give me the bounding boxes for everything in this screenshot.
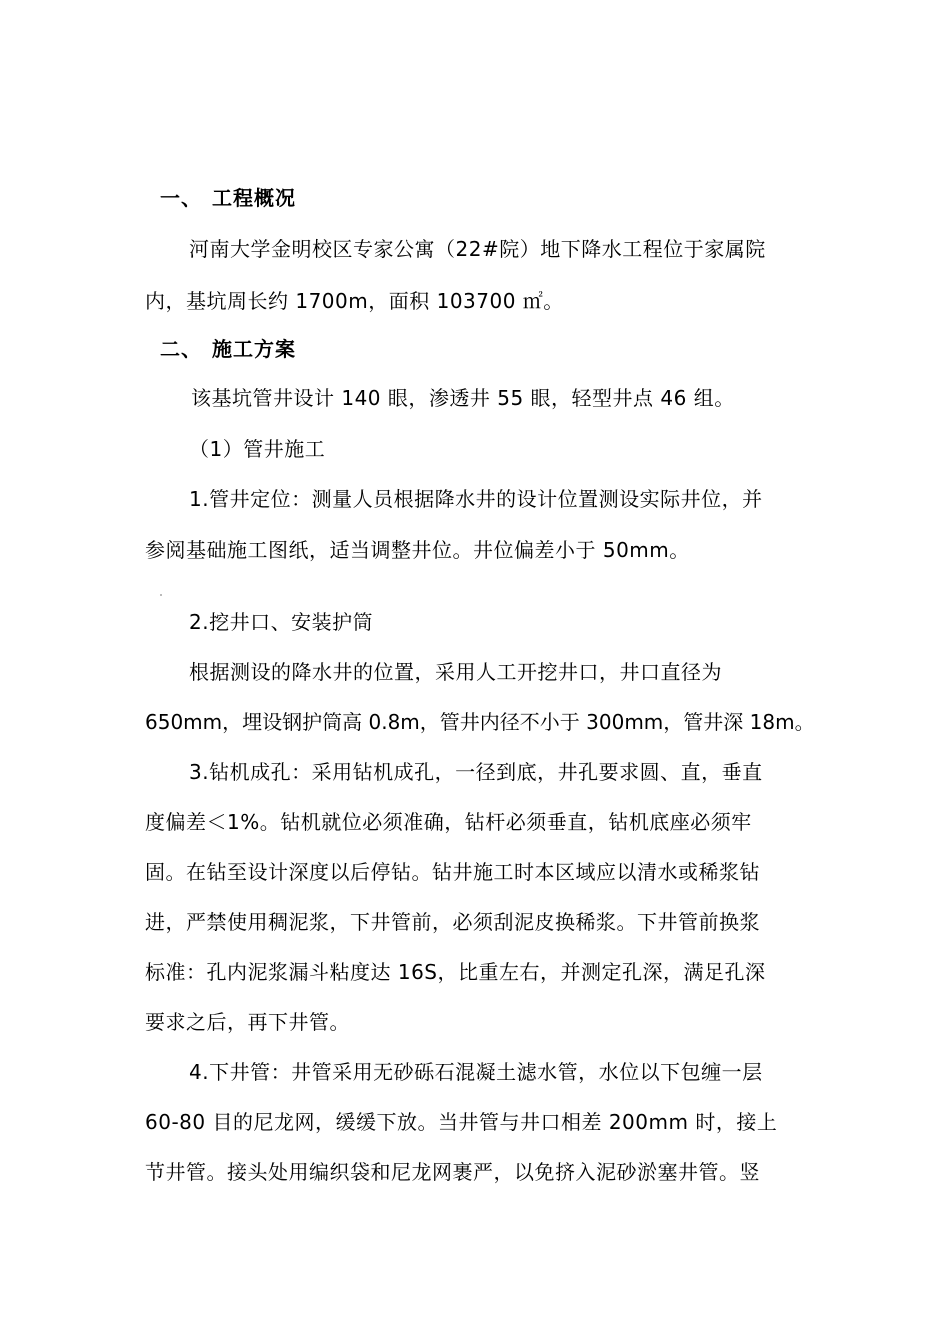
paragraph-line: 参阅基础施工图纸，适当调整井位。井位偏差小于 50mm。: [145, 538, 690, 562]
paragraph-line: 60-80 目的尼龙网，缓缓下放。当井管与井口相差 200mm 时，接上: [145, 1110, 778, 1134]
section-number: 二、: [160, 337, 202, 361]
paragraph-line: 3.钻机成孔：采用钻机成孔，一径到底，井孔要求圆、直，垂直: [189, 760, 763, 784]
paragraph-line: 650mm，埋设钢护筒高 0.8m，管井内径不小于 300mm，管井深 18m。: [145, 710, 815, 734]
paragraph-line: 河南大学金明校区专家公寓（22#院）地下降水工程位于家属院: [189, 237, 766, 261]
paragraph-line: 进，严禁使用稠泥浆，下井管前，必须刮泥皮换稀浆。下井管前换浆: [145, 910, 760, 934]
paragraph-line: 固。在钻至设计深度以后停钻。钻井施工时本区域应以清水或稀浆钻: [145, 860, 760, 884]
paragraph-line: 内，基坑周长约 1700m，面积 103700 ㎡。: [145, 289, 564, 313]
paragraph-line: 1.管井定位：测量人员根据降水井的设计位置测设实际井位，并: [189, 487, 763, 511]
section-title: 工程概况: [212, 186, 296, 210]
section-title: 施工方案: [212, 337, 296, 361]
stray-mark: [160, 594, 162, 596]
paragraph-line: 2.挖井口、安装护筒: [189, 610, 374, 634]
paragraph-line: 度偏差＜1%。钻机就位必须准确，钻杆必须垂直，钻机底座必须牢: [145, 810, 752, 834]
paragraph-line: 该基坑管井设计 140 眼，渗透井 55 眼，轻型井点 46 组。: [191, 386, 735, 410]
section-heading-2: [160, 333, 296, 362]
paragraph-line: 4.下井管：井管采用无砂砾石混凝土滤水管，水位以下包缠一层: [189, 1060, 763, 1084]
paragraph-line: 标准：孔内泥浆漏斗粘度达 16S，比重左右，并测定孔深，满足孔深: [145, 960, 766, 984]
section-heading-1: [160, 182, 296, 211]
paragraph-line: 节井管。接头处用编织袋和尼龙网裹严，以免挤入泥砂淤塞井管。竖: [145, 1160, 760, 1184]
paragraph-line: 要求之后，再下井管。: [145, 1010, 350, 1034]
paragraph-line: 根据测设的降水井的位置，采用人工开挖井口，井口直径为: [189, 660, 722, 684]
section-number: 一、: [160, 186, 202, 210]
subsection-heading: （1）管井施工: [189, 437, 326, 461]
